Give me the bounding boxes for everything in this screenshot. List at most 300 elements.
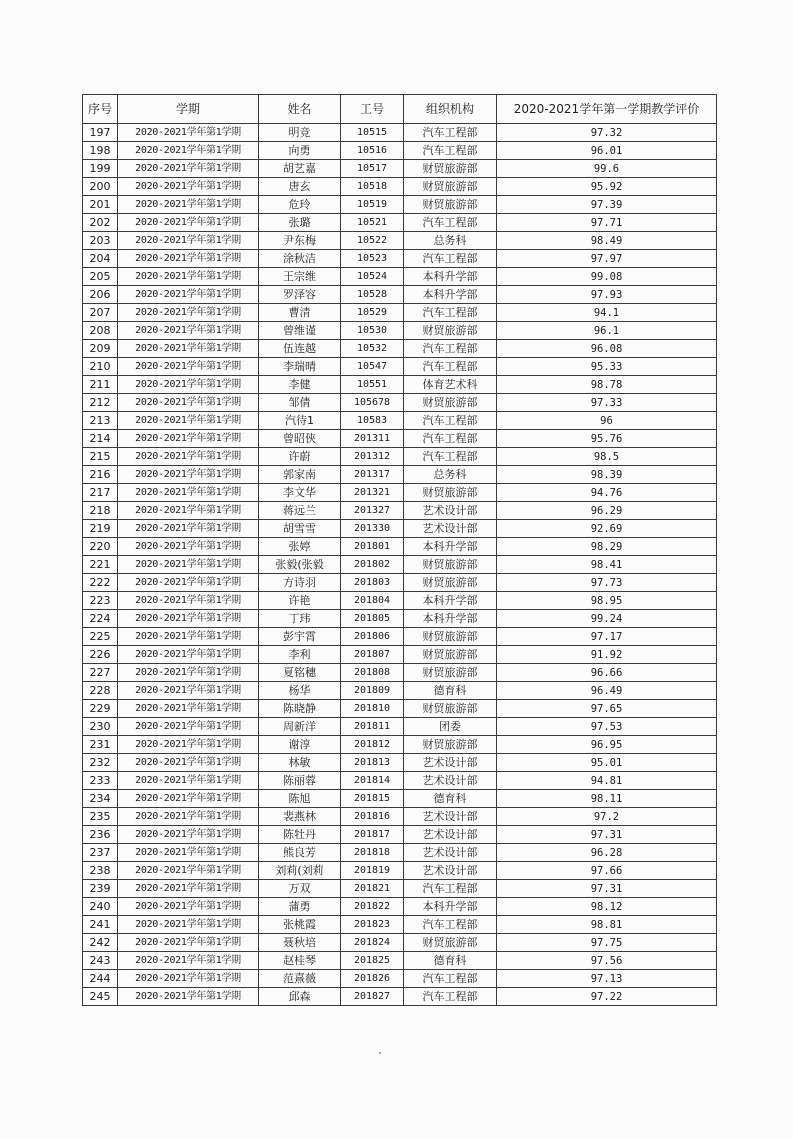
row-term: 2020-2021学年第1学期 xyxy=(118,862,259,880)
table-row xyxy=(83,484,717,502)
row-staff-id: 10583 xyxy=(341,412,404,430)
row-evaluation: 94.1 xyxy=(497,304,717,322)
table-row xyxy=(83,250,717,268)
row-serial: 236 xyxy=(83,826,118,844)
row-name: 范熹薇 xyxy=(259,970,341,988)
row-evaluation: 97.22 xyxy=(497,988,717,1006)
table-row xyxy=(83,538,717,556)
row-serial: 204 xyxy=(83,250,118,268)
row-name: 曾昭俠 xyxy=(259,430,341,448)
row-serial: 237 xyxy=(83,844,118,862)
row-staff-id: 105678 xyxy=(341,394,404,412)
row-term: 2020-2021学年第1学期 xyxy=(118,898,259,916)
row-term: 2020-2021学年第1学期 xyxy=(118,700,259,718)
row-evaluation: 99.08 xyxy=(497,268,717,286)
row-organization: 艺术设计部 xyxy=(404,502,497,520)
row-serial: 210 xyxy=(83,358,118,376)
row-serial: 222 xyxy=(83,574,118,592)
row-name: 裴燕林 xyxy=(259,808,341,826)
row-serial: 220 xyxy=(83,538,118,556)
row-serial: 230 xyxy=(83,718,118,736)
header-organization: 组织机构 xyxy=(404,95,497,124)
row-staff-id: 201810 xyxy=(341,700,404,718)
row-organization: 汽车工程部 xyxy=(404,304,497,322)
row-organization: 艺术设计部 xyxy=(404,862,497,880)
row-name: 邱森 xyxy=(259,988,341,1006)
row-serial: 241 xyxy=(83,916,118,934)
row-name: 谢淳 xyxy=(259,736,341,754)
row-term: 2020-2021学年第1学期 xyxy=(118,628,259,646)
row-evaluation: 98.41 xyxy=(497,556,717,574)
row-organization: 汽车工程部 xyxy=(404,340,497,358)
row-serial: 197 xyxy=(83,124,118,142)
row-evaluation: 96.08 xyxy=(497,340,717,358)
row-serial: 214 xyxy=(83,430,118,448)
row-evaluation: 96.1 xyxy=(497,322,717,340)
row-organization: 汽车工程部 xyxy=(404,358,497,376)
row-organization: 团委 xyxy=(404,718,497,736)
row-staff-id: 201804 xyxy=(341,592,404,610)
row-evaluation: 97.65 xyxy=(497,700,717,718)
row-organization: 艺术设计部 xyxy=(404,520,497,538)
row-staff-id: 10516 xyxy=(341,142,404,160)
row-evaluation: 97.39 xyxy=(497,196,717,214)
row-serial: 229 xyxy=(83,700,118,718)
row-organization: 汽车工程部 xyxy=(404,430,497,448)
table-row xyxy=(83,304,717,322)
row-term: 2020-2021学年第1学期 xyxy=(118,394,259,412)
row-organization: 汽车工程部 xyxy=(404,988,497,1006)
row-evaluation: 98.29 xyxy=(497,538,717,556)
row-evaluation: 97.17 xyxy=(497,628,717,646)
row-serial: 211 xyxy=(83,376,118,394)
row-term: 2020-2021学年第1学期 xyxy=(118,340,259,358)
evaluation-table xyxy=(82,94,717,1006)
row-name: 蒋远兰 xyxy=(259,502,341,520)
row-serial: 225 xyxy=(83,628,118,646)
row-organization: 德育科 xyxy=(404,790,497,808)
table-row xyxy=(83,610,717,628)
row-evaluation: 97.71 xyxy=(497,214,717,232)
row-serial: 234 xyxy=(83,790,118,808)
row-staff-id: 10528 xyxy=(341,286,404,304)
row-name: 周新洋 xyxy=(259,718,341,736)
row-term: 2020-2021学年第1学期 xyxy=(118,808,259,826)
header-term: 学期 xyxy=(118,95,259,124)
row-staff-id: 201815 xyxy=(341,790,404,808)
table-row xyxy=(83,160,717,178)
row-serial: 199 xyxy=(83,160,118,178)
row-term: 2020-2021学年第1学期 xyxy=(118,268,259,286)
row-organization: 汽车工程部 xyxy=(404,448,497,466)
row-evaluation: 99.24 xyxy=(497,610,717,628)
row-term: 2020-2021学年第1学期 xyxy=(118,196,259,214)
row-name: 丁玮 xyxy=(259,610,341,628)
row-serial: 215 xyxy=(83,448,118,466)
table-row xyxy=(83,178,717,196)
row-term: 2020-2021学年第1学期 xyxy=(118,592,259,610)
row-evaluation: 95.33 xyxy=(497,358,717,376)
row-serial: 203 xyxy=(83,232,118,250)
table-row xyxy=(83,628,717,646)
row-evaluation: 96 xyxy=(497,412,717,430)
row-serial: 201 xyxy=(83,196,118,214)
row-staff-id: 10515 xyxy=(341,124,404,142)
table-row xyxy=(83,592,717,610)
row-evaluation: 98.5 xyxy=(497,448,717,466)
row-staff-id: 10524 xyxy=(341,268,404,286)
row-name: 赵桂琴 xyxy=(259,952,341,970)
row-staff-id: 201321 xyxy=(341,484,404,502)
row-term: 2020-2021学年第1学期 xyxy=(118,160,259,178)
row-organization: 财贸旅游部 xyxy=(404,556,497,574)
row-staff-id: 201311 xyxy=(341,430,404,448)
row-name: 杨华 xyxy=(259,682,341,700)
row-term: 2020-2021学年第1学期 xyxy=(118,358,259,376)
row-staff-id: 201813 xyxy=(341,754,404,772)
row-name: 曹清 xyxy=(259,304,341,322)
row-evaluation: 98.12 xyxy=(497,898,717,916)
row-serial: 216 xyxy=(83,466,118,484)
row-staff-id: 201312 xyxy=(341,448,404,466)
table-row xyxy=(83,988,717,1006)
row-name: 张婷 xyxy=(259,538,341,556)
table-row xyxy=(83,412,717,430)
row-serial: 244 xyxy=(83,970,118,988)
row-term: 2020-2021学年第1学期 xyxy=(118,304,259,322)
row-serial: 207 xyxy=(83,304,118,322)
row-term: 2020-2021学年第1学期 xyxy=(118,214,259,232)
row-evaluation: 97.73 xyxy=(497,574,717,592)
row-name: 胡雪雪 xyxy=(259,520,341,538)
row-serial: 223 xyxy=(83,592,118,610)
row-organization: 本科升学部 xyxy=(404,268,497,286)
row-organization: 艺术设计部 xyxy=(404,826,497,844)
row-term: 2020-2021学年第1学期 xyxy=(118,754,259,772)
table-row xyxy=(83,898,717,916)
row-serial: 213 xyxy=(83,412,118,430)
row-term: 2020-2021学年第1学期 xyxy=(118,250,259,268)
row-term: 2020-2021学年第1学期 xyxy=(118,286,259,304)
row-evaluation: 96.01 xyxy=(497,142,717,160)
row-name: 李利 xyxy=(259,646,341,664)
row-term: 2020-2021学年第1学期 xyxy=(118,142,259,160)
table-body xyxy=(83,124,717,1006)
row-staff-id: 201317 xyxy=(341,466,404,484)
row-term: 2020-2021学年第1学期 xyxy=(118,430,259,448)
table-row xyxy=(83,574,717,592)
row-name: 刘莉(刘莉 xyxy=(259,862,341,880)
row-staff-id: 10521 xyxy=(341,214,404,232)
row-organization: 财贸旅游部 xyxy=(404,646,497,664)
row-evaluation: 97.75 xyxy=(497,934,717,952)
row-term: 2020-2021学年第1学期 xyxy=(118,520,259,538)
row-evaluation: 97.2 xyxy=(497,808,717,826)
table-row xyxy=(83,376,717,394)
row-organization: 财贸旅游部 xyxy=(404,178,497,196)
row-organization: 财贸旅游部 xyxy=(404,628,497,646)
row-organization: 总务科 xyxy=(404,466,497,484)
table-row xyxy=(83,196,717,214)
row-evaluation: 96.49 xyxy=(497,682,717,700)
row-organization: 本科升学部 xyxy=(404,898,497,916)
row-organization: 艺术设计部 xyxy=(404,754,497,772)
table-row xyxy=(83,520,717,538)
table-row xyxy=(83,826,717,844)
row-serial: 217 xyxy=(83,484,118,502)
row-evaluation: 95.92 xyxy=(497,178,717,196)
row-evaluation: 97.31 xyxy=(497,826,717,844)
row-evaluation: 95.01 xyxy=(497,754,717,772)
row-staff-id: 201327 xyxy=(341,502,404,520)
row-serial: 231 xyxy=(83,736,118,754)
row-staff-id: 10551 xyxy=(341,376,404,394)
row-serial: 209 xyxy=(83,340,118,358)
row-term: 2020-2021学年第1学期 xyxy=(118,952,259,970)
row-evaluation: 98.49 xyxy=(497,232,717,250)
row-staff-id: 201818 xyxy=(341,844,404,862)
row-organization: 财贸旅游部 xyxy=(404,196,497,214)
row-serial: 227 xyxy=(83,664,118,682)
row-name: 许艳 xyxy=(259,592,341,610)
row-organization: 财贸旅游部 xyxy=(404,574,497,592)
row-serial: 224 xyxy=(83,610,118,628)
row-staff-id: 201817 xyxy=(341,826,404,844)
row-term: 2020-2021学年第1学期 xyxy=(118,484,259,502)
table-row xyxy=(83,466,717,484)
row-name: 明竞 xyxy=(259,124,341,142)
row-organization: 艺术设计部 xyxy=(404,808,497,826)
row-serial: 205 xyxy=(83,268,118,286)
row-organization: 本科升学部 xyxy=(404,610,497,628)
row-evaluation: 99.6 xyxy=(497,160,717,178)
row-evaluation: 97.56 xyxy=(497,952,717,970)
row-staff-id: 201808 xyxy=(341,664,404,682)
table-row xyxy=(83,340,717,358)
row-name: 张桃霞 xyxy=(259,916,341,934)
row-organization: 财贸旅游部 xyxy=(404,394,497,412)
row-name: 尹东梅 xyxy=(259,232,341,250)
row-name: 胡艺嘉 xyxy=(259,160,341,178)
row-staff-id: 201823 xyxy=(341,916,404,934)
row-evaluation: 94.81 xyxy=(497,772,717,790)
row-evaluation: 97.31 xyxy=(497,880,717,898)
row-name: 聂秋培 xyxy=(259,934,341,952)
row-staff-id: 201812 xyxy=(341,736,404,754)
row-name: 涂秋洁 xyxy=(259,250,341,268)
row-term: 2020-2021学年第1学期 xyxy=(118,502,259,520)
row-staff-id: 201802 xyxy=(341,556,404,574)
row-term: 2020-2021学年第1学期 xyxy=(118,124,259,142)
row-term: 2020-2021学年第1学期 xyxy=(118,988,259,1006)
row-organization: 汽车工程部 xyxy=(404,916,497,934)
row-term: 2020-2021学年第1学期 xyxy=(118,772,259,790)
row-organization: 汽车工程部 xyxy=(404,970,497,988)
row-term: 2020-2021学年第1学期 xyxy=(118,736,259,754)
row-evaluation: 94.76 xyxy=(497,484,717,502)
row-organization: 汽车工程部 xyxy=(404,142,497,160)
row-organization: 财贸旅游部 xyxy=(404,322,497,340)
row-staff-id: 10517 xyxy=(341,160,404,178)
row-term: 2020-2021学年第1学期 xyxy=(118,790,259,808)
row-evaluation: 98.78 xyxy=(497,376,717,394)
row-staff-id: 201814 xyxy=(341,772,404,790)
row-organization: 艺术设计部 xyxy=(404,772,497,790)
row-staff-id: 10529 xyxy=(341,304,404,322)
table-row xyxy=(83,232,717,250)
table-row xyxy=(83,286,717,304)
row-name: 向勇 xyxy=(259,142,341,160)
row-serial: 228 xyxy=(83,682,118,700)
row-name: 万双 xyxy=(259,880,341,898)
table-row xyxy=(83,646,717,664)
row-staff-id: 201801 xyxy=(341,538,404,556)
row-staff-id: 201821 xyxy=(341,880,404,898)
row-serial: 200 xyxy=(83,178,118,196)
table-row xyxy=(83,952,717,970)
row-term: 2020-2021学年第1学期 xyxy=(118,970,259,988)
row-serial: 206 xyxy=(83,286,118,304)
row-evaluation: 97.66 xyxy=(497,862,717,880)
row-evaluation: 98.81 xyxy=(497,916,717,934)
row-organization: 财贸旅游部 xyxy=(404,484,497,502)
row-term: 2020-2021学年第1学期 xyxy=(118,574,259,592)
table-row xyxy=(83,502,717,520)
header-staff-id: 工号 xyxy=(341,95,404,124)
header-row xyxy=(83,95,717,124)
row-staff-id: 201822 xyxy=(341,898,404,916)
row-organization: 本科升学部 xyxy=(404,592,497,610)
row-evaluation: 97.13 xyxy=(497,970,717,988)
row-organization: 财贸旅游部 xyxy=(404,160,497,178)
row-evaluation: 95.76 xyxy=(497,430,717,448)
row-name: 陈旭 xyxy=(259,790,341,808)
row-staff-id: 201807 xyxy=(341,646,404,664)
row-organization: 艺术设计部 xyxy=(404,844,497,862)
row-name: 熊良芳 xyxy=(259,844,341,862)
row-term: 2020-2021学年第1学期 xyxy=(118,178,259,196)
table-row xyxy=(83,394,717,412)
row-name: 李健 xyxy=(259,376,341,394)
row-term: 2020-2021学年第1学期 xyxy=(118,556,259,574)
row-name: 唐玄 xyxy=(259,178,341,196)
scan-speck xyxy=(379,1052,381,1054)
row-staff-id: 201803 xyxy=(341,574,404,592)
row-staff-id: 10522 xyxy=(341,232,404,250)
header-name: 姓名 xyxy=(259,95,341,124)
row-term: 2020-2021学年第1学期 xyxy=(118,880,259,898)
row-name: 蒲勇 xyxy=(259,898,341,916)
table-row xyxy=(83,682,717,700)
row-organization: 总务科 xyxy=(404,232,497,250)
table-row xyxy=(83,448,717,466)
row-evaluation: 98.95 xyxy=(497,592,717,610)
row-serial: 212 xyxy=(83,394,118,412)
table-row xyxy=(83,808,717,826)
row-name: 李瑞晴 xyxy=(259,358,341,376)
table-row xyxy=(83,700,717,718)
row-evaluation: 97.97 xyxy=(497,250,717,268)
row-term: 2020-2021学年第1学期 xyxy=(118,322,259,340)
row-term: 2020-2021学年第1学期 xyxy=(118,448,259,466)
row-organization: 体育艺术科 xyxy=(404,376,497,394)
row-staff-id: 201825 xyxy=(341,952,404,970)
table-row xyxy=(83,916,717,934)
row-organization: 汽车工程部 xyxy=(404,412,497,430)
row-staff-id: 10518 xyxy=(341,178,404,196)
row-name: 李文华 xyxy=(259,484,341,502)
row-term: 2020-2021学年第1学期 xyxy=(118,664,259,682)
row-serial: 233 xyxy=(83,772,118,790)
row-serial: 219 xyxy=(83,520,118,538)
row-name: 王宗维 xyxy=(259,268,341,286)
row-staff-id: 10530 xyxy=(341,322,404,340)
row-organization: 本科升学部 xyxy=(404,286,497,304)
row-staff-id: 10532 xyxy=(341,340,404,358)
table-row xyxy=(83,430,717,448)
row-staff-id: 201816 xyxy=(341,808,404,826)
row-staff-id: 201809 xyxy=(341,682,404,700)
row-serial: 245 xyxy=(83,988,118,1006)
row-term: 2020-2021学年第1学期 xyxy=(118,610,259,628)
row-term: 2020-2021学年第1学期 xyxy=(118,682,259,700)
table-row xyxy=(83,718,717,736)
row-name: 罗泽容 xyxy=(259,286,341,304)
row-serial: 232 xyxy=(83,754,118,772)
row-term: 2020-2021学年第1学期 xyxy=(118,826,259,844)
row-staff-id: 201827 xyxy=(341,988,404,1006)
row-term: 2020-2021学年第1学期 xyxy=(118,232,259,250)
row-serial: 202 xyxy=(83,214,118,232)
row-organization: 汽车工程部 xyxy=(404,124,497,142)
row-term: 2020-2021学年第1学期 xyxy=(118,934,259,952)
row-staff-id: 10547 xyxy=(341,358,404,376)
row-serial: 242 xyxy=(83,934,118,952)
row-name: 陈晓静 xyxy=(259,700,341,718)
row-staff-id: 201824 xyxy=(341,934,404,952)
row-name: 陈牡丹 xyxy=(259,826,341,844)
header-evaluation: 2020-2021学年第一学期教学评价 xyxy=(497,95,717,124)
row-evaluation: 98.39 xyxy=(497,466,717,484)
row-name: 彭宇霄 xyxy=(259,628,341,646)
row-staff-id: 201826 xyxy=(341,970,404,988)
row-organization: 德育科 xyxy=(404,682,497,700)
row-serial: 208 xyxy=(83,322,118,340)
row-name: 郭家南 xyxy=(259,466,341,484)
row-evaluation: 96.66 xyxy=(497,664,717,682)
row-staff-id: 201805 xyxy=(341,610,404,628)
table-row xyxy=(83,862,717,880)
table-row xyxy=(83,970,717,988)
row-term: 2020-2021学年第1学期 xyxy=(118,718,259,736)
row-name: 方诗羽 xyxy=(259,574,341,592)
row-serial: 240 xyxy=(83,898,118,916)
row-organization: 汽车工程部 xyxy=(404,214,497,232)
row-serial: 218 xyxy=(83,502,118,520)
row-evaluation: 96.28 xyxy=(497,844,717,862)
row-term: 2020-2021学年第1学期 xyxy=(118,844,259,862)
row-staff-id: 10523 xyxy=(341,250,404,268)
row-serial: 226 xyxy=(83,646,118,664)
row-organization: 德育科 xyxy=(404,952,497,970)
row-name: 张毅(张毅 xyxy=(259,556,341,574)
row-evaluation: 96.29 xyxy=(497,502,717,520)
row-staff-id: 201806 xyxy=(341,628,404,646)
row-organization: 财贸旅游部 xyxy=(404,700,497,718)
row-serial: 221 xyxy=(83,556,118,574)
table-row xyxy=(83,790,717,808)
table-row xyxy=(83,214,717,232)
